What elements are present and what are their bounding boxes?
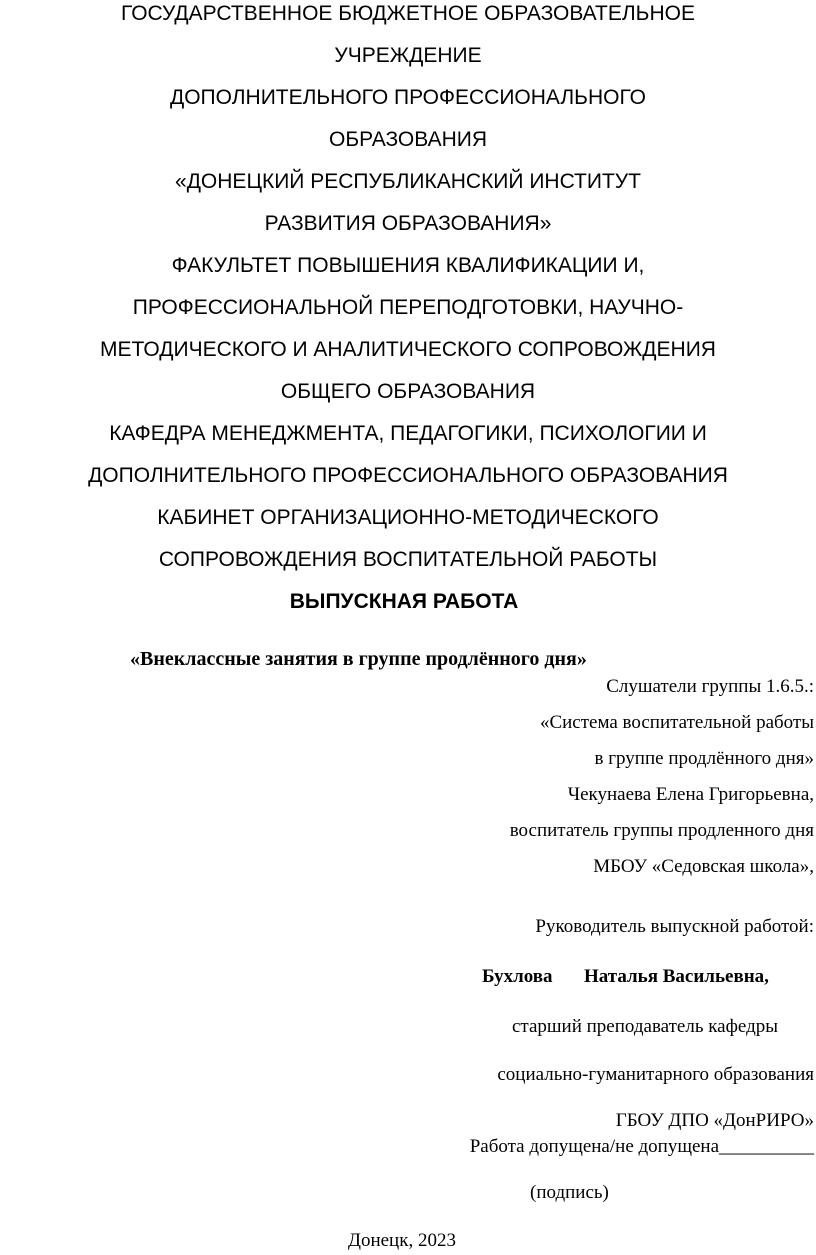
supervisor-organization: ГБОУ ДПО «ДонРИРО»: [615, 1110, 814, 1131]
work-type-text: ВЫПУСКНАЯ РАБОТА: [289, 590, 519, 613]
header-line: КАФЕДРА МЕНЕДЖМЕНТА, ПЕДАГОГИКИ, ПСИХОЛОГИИ И: [109, 422, 707, 445]
author-position: воспитатель группы продленного дня: [509, 820, 814, 841]
work-type: [0, 590, 816, 614]
admission-text: Работа допущена/не допущена: [469, 1136, 719, 1157]
header-line: «ДОНЕЦКИЙ РЕСПУБЛИКАНСКИЙ ИНСТИТУТ: [175, 170, 641, 193]
header-line: МЕТОДИЧЕСКОГО И АНАЛИТИЧЕСКОГО СОПРОВОЖДЕНИЯ: [100, 338, 716, 361]
author-course-line2: в группе продлённого дня»: [594, 748, 814, 769]
author-name: Чекунаева Елена Григорьевна,: [567, 784, 814, 805]
header-line: УЧРЕЖДЕНИЕ: [334, 44, 482, 67]
header-line: ФАКУЛЬТЕТ ПОВЫШЕНИЯ КВАЛИФИКАЦИИ И,: [171, 254, 645, 277]
header-line: ГОСУДАРСТВЕННОЕ БЮДЖЕТНОЕ ОБРАЗОВАТЕЛЬНОЕ: [121, 2, 695, 25]
header-line: ПРОФЕССИОНАЛЬНОЙ ПЕРЕПОДГОТОВКИ, НАУЧНО-: [132, 296, 684, 319]
header-line: ОБРАЗОВАНИЯ: [328, 128, 487, 151]
supervisor-surname: Бухлова: [482, 966, 553, 987]
header-line: ОБЩЕГО ОБРАЗОВАНИЯ: [280, 380, 536, 403]
header-line: КАБИНЕТ ОРГАНИЗАЦИОННО-МЕТОДИЧЕСКОГО: [157, 506, 659, 529]
city-year: Донецк, 2023: [348, 1230, 456, 1251]
header-line: ДОПОЛНИТЕЛЬНОГО ПРОФЕССИОНАЛЬНОГО: [170, 86, 646, 109]
supervisor-label: Руководитель выпускной работой:: [535, 916, 814, 937]
author-school: МБОУ «Седовская школа»,: [593, 856, 814, 877]
supervisor-position-line2: социально-гуманитарного образования: [497, 1064, 814, 1085]
header-line: СОПРОВОЖДЕНИЯ ВОСПИТАТЕЛЬНОЙ РАБОТЫ: [158, 548, 658, 571]
admission-line: [470, 1136, 814, 1158]
supervisor-given-names: Наталья Васильевна,: [584, 966, 769, 987]
signature-note: (подпись): [530, 1182, 609, 1203]
admission-blank: __________: [719, 1136, 814, 1157]
header-line: ДОПОЛНИТЕЛЬНОГО ПРОФЕССИОНАЛЬНОГО ОБРАЗОВАНИЯ: [88, 464, 728, 487]
author-course-line1: «Система воспитательной работы: [539, 712, 814, 733]
supervisor-position-line1: старший преподаватель кафедры: [512, 1016, 779, 1037]
work-title: «Внеклассные занятия в группе продлённого дня»: [130, 648, 587, 670]
header-line: РАЗВИТИЯ ОБРАЗОВАНИЯ»: [264, 212, 552, 235]
author-group: Слушатели группы 1.6.5.:: [606, 676, 814, 697]
